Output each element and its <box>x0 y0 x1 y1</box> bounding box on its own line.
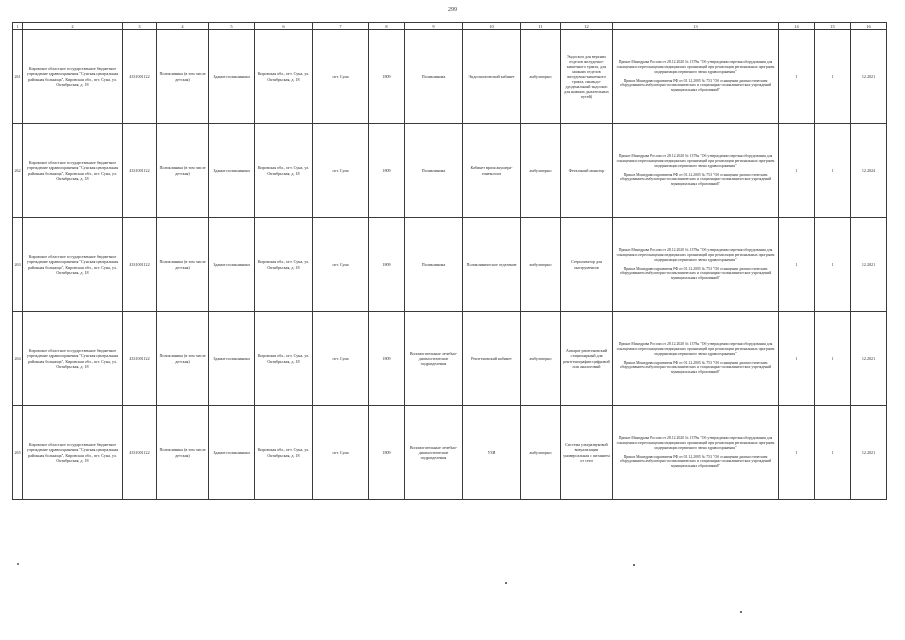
building-cell: Здание поликлиники <box>209 312 255 406</box>
column-number-row <box>13 23 887 30</box>
column-number: 1 <box>13 23 23 30</box>
care-type-cell: амбулаторно <box>521 406 561 500</box>
year-cell: 1809 <box>369 30 405 124</box>
care-type-cell: амбулаторно <box>521 30 561 124</box>
organization-cell: Кировское областное государственное бюджетное учреждение здравоохранения "Сунская центральная районная больница", Кировская обл., пгт. Суна, ул. Октябрьская, д. 18 <box>23 30 123 124</box>
legal-basis-cell <box>613 406 779 500</box>
room-cell: Кабинет врача акушера-гинеколога <box>463 124 521 218</box>
column-number: 13 <box>613 23 779 30</box>
legal-paragraph: Приказ Минздрава России от 28.12.2020 № 1379н "Об утверждении перечня оборудования для оснащения и переоснащения медицинских организаций при реализации региональных программ модернизации первичного звена здравоохранения" <box>616 59 775 74</box>
equipment-cell: Система ультразвуковой визуализации универсальная с питанием от сети <box>561 406 613 500</box>
column-number: 14 <box>779 23 815 30</box>
locality-cell: пгт. Суна <box>313 406 369 500</box>
quantity-cell: 1 <box>779 406 815 500</box>
building-cell: Здание поликлиники <box>209 406 255 500</box>
column-number: 9 <box>405 23 463 30</box>
quantity-cell: 1 <box>815 406 851 500</box>
page-number: 299 <box>448 7 457 13</box>
organization-cell: Кировское областное государственное бюджетное учреждение здравоохранения "Сунская центральная районная больница", Кировская обл., пгт. Суна, ул. Октябрьская, д. 18 <box>23 312 123 406</box>
organization-cell: Кировское областное государственное бюджетное учреждение здравоохранения "Сунская центральная районная больница", Кировская обл., пгт. Суна, ул. Октябрьская, д. 18 <box>23 218 123 312</box>
legal-basis-cell <box>613 312 779 406</box>
locality-cell: пгт. Суна <box>313 30 369 124</box>
date-cell: 12.2021 <box>851 312 887 406</box>
room-cell: УЗИ <box>463 406 521 500</box>
column-number: 11 <box>521 23 561 30</box>
care-type-cell: амбулаторно <box>521 312 561 406</box>
column-number: 3 <box>123 23 157 30</box>
quantity-cell: 1 <box>779 218 815 312</box>
table-row <box>13 312 887 406</box>
locality-cell: пгт. Суна <box>313 124 369 218</box>
address-cell: Кировская обл., пгт. Суна, ул. Октябрьская, д. 18 <box>255 30 313 124</box>
table-row <box>13 124 887 218</box>
quantity-cell: 1 <box>779 124 815 218</box>
table-row <box>13 30 887 124</box>
table-row <box>13 218 887 312</box>
division-cell: Поликлиника (в том числе детская) <box>157 218 209 312</box>
equipment-table <box>12 22 887 500</box>
table-row <box>13 406 887 500</box>
room-cell: Рентгеновский кабинет <box>463 312 521 406</box>
scan-speck <box>17 563 19 565</box>
date-cell: 12.2021 <box>851 218 887 312</box>
inn-cell: 4331001122 <box>123 124 157 218</box>
organization-cell: Кировское областное государственное бюджетное учреждение здравоохранения "Сунская центральная районная больница", Кировская обл., пгт. Суна, ул. Октябрьская, д. 18 <box>23 124 123 218</box>
unit-cell: Поликлиника <box>405 30 463 124</box>
column-number: 16 <box>851 23 887 30</box>
row-number: 264 <box>13 312 23 406</box>
quantity-cell: 1 <box>815 124 851 218</box>
column-number: 10 <box>463 23 521 30</box>
equipment-cell: Эндоскоп для верхних отделов желудочно-кишечного тракта, для нижних отделов желудочно-кишечного тракта, панэндо-дуоденальный эндоскоп для нижних дыхательных путей) <box>561 30 613 124</box>
legal-paragraph: Приказ Минздрава России от 28.12.2020 № 1379н "Об утверждении перечня оборудования для оснащения и переоснащения медицинских организаций при реализации региональных программ модернизации первичного звена здравоохранения" <box>616 247 775 262</box>
date-cell: 12.2021 <box>851 30 887 124</box>
legal-paragraph: Приказ Минздрава России от 28.12.2020 № 1379н "Об утверждении перечня оборудования для оснащения и переоснащения медицинских организаций при реализации региональных программ модернизации первичного звена здравоохранения" <box>616 153 775 168</box>
year-cell: 1809 <box>369 218 405 312</box>
building-cell: Здание поликлиники <box>209 30 255 124</box>
organization-cell: Кировское областное государственное бюджетное учреждение здравоохранения "Сунская центральная районная больница", Кировская обл., пгт. Суна, ул. Октябрьская, д. 18 <box>23 406 123 500</box>
inn-cell: 4331001122 <box>123 312 157 406</box>
column-number: 8 <box>369 23 405 30</box>
scan-speck <box>633 564 635 566</box>
inn-cell: 4331001122 <box>123 30 157 124</box>
equipment-cell: Стерилизатор для инструментов <box>561 218 613 312</box>
equipment-cell: Фетальный монитор <box>561 124 613 218</box>
row-number: 263 <box>13 218 23 312</box>
column-number: 5 <box>209 23 255 30</box>
legal-basis-cell <box>613 124 779 218</box>
unit-cell: Поликлиника <box>405 218 463 312</box>
division-cell: Поликлиника (в том числе детская) <box>157 406 209 500</box>
address-cell: Кировская обл., пгт. Суна, ул. Октябрьская, д. 18 <box>255 312 313 406</box>
year-cell: 1809 <box>369 406 405 500</box>
quantity-cell: 1 <box>815 218 851 312</box>
unit-cell: Поликлиника <box>405 124 463 218</box>
care-type-cell: амбулаторно <box>521 218 561 312</box>
building-cell: Здание поликлиники <box>209 218 255 312</box>
column-number: 6 <box>255 23 313 30</box>
legal-paragraph: Приказ Минздравсоцразвития РФ от 01.12.2005 № 753 "Об оснащении диагностическим оборудованием амбулаторно-поликлинических и стационарно-поликлинических учреждений муниципальных образований" <box>619 266 772 281</box>
inn-cell: 4331001122 <box>123 218 157 312</box>
column-number: 2 <box>23 23 123 30</box>
locality-cell: пгт. Суна <box>313 218 369 312</box>
quantity-cell: 1 <box>779 312 815 406</box>
date-cell: 12.2024 <box>851 124 887 218</box>
legal-basis-cell <box>613 218 779 312</box>
quantity-cell: 1 <box>815 312 851 406</box>
unit-cell: Вспомогательные лечебно-диагностические подразделения <box>405 312 463 406</box>
legal-paragraph: Приказ Минздравсоцразвития РФ от 01.12.2005 № 753 "Об оснащении диагностическим оборудованием амбулаторно-поликлинических и стационарно-поликлинических учреждений муниципальных образований" <box>619 172 772 187</box>
row-number: 262 <box>13 124 23 218</box>
column-number: 12 <box>561 23 613 30</box>
room-cell: Эндоскопический кабинет <box>463 30 521 124</box>
equipment-cell: Аппарат рентгеновский стационарный для рентгенографии цифровой или аналоговый <box>561 312 613 406</box>
locality-cell: пгт. Суна <box>313 312 369 406</box>
legal-paragraph: Приказ Минздравсоцразвития РФ от 01.12.2005 № 753 "Об оснащении диагностическим оборудованием амбулаторно-поликлинических и стационарно-поликлинических учреждений муниципальных образований" <box>619 78 772 93</box>
legal-basis-cell <box>613 30 779 124</box>
column-number: 4 <box>157 23 209 30</box>
row-number: 261 <box>13 30 23 124</box>
year-cell: 1809 <box>369 124 405 218</box>
division-cell: Поликлиника (в том числе детская) <box>157 312 209 406</box>
quantity-cell: 1 <box>815 30 851 124</box>
inn-cell: 4331001122 <box>123 406 157 500</box>
unit-cell: Вспомогательные лечебно-диагностические подразделения <box>405 406 463 500</box>
quantity-cell: 1 <box>779 30 815 124</box>
legal-paragraph: Приказ Минздравсоцразвития РФ от 01.12.2005 № 753 "Об оснащении диагностическим оборудованием амбулаторно-поликлинических и стационарно-поликлинических учреждений муниципальных образований" <box>619 454 772 469</box>
room-cell: Поликлиническое отделение <box>463 218 521 312</box>
division-cell: Поликлиника (в том числе детская) <box>157 124 209 218</box>
address-cell: Кировская обл., пгт. Суна, ул. Октябрьская, д. 18 <box>255 218 313 312</box>
column-number: 15 <box>815 23 851 30</box>
legal-paragraph: Приказ Минздравсоцразвития РФ от 01.12.2005 № 753 "Об оснащении диагностическим оборудованием амбулаторно-поликлинических и стационарно-поликлинических учреждений муниципальных образований" <box>619 360 772 375</box>
address-cell: Кировская обл., пгт. Суна, ул. Октябрьская, д. 18 <box>255 124 313 218</box>
address-cell: Кировская обл., пгт. Суна, ул. Октябрьская, д. 18 <box>255 406 313 500</box>
scan-speck <box>505 582 507 584</box>
care-type-cell: амбулаторно <box>521 124 561 218</box>
year-cell: 1809 <box>369 312 405 406</box>
date-cell: 12.2021 <box>851 406 887 500</box>
legal-paragraph: Приказ Минздрава России от 28.12.2020 № 1379н "Об утверждении перечня оборудования для оснащения и переоснащения медицинских организаций при реализации региональных программ модернизации первичного звена здравоохранения" <box>616 435 775 450</box>
scan-speck <box>740 611 742 613</box>
legal-paragraph: Приказ Минздрава России от 28.12.2020 № 1379н "Об утверждении перечня оборудования для оснащения и переоснащения медицинских организаций при реализации региональных программ модернизации первичного звена здравоохранения" <box>616 341 775 356</box>
building-cell: Здание поликлиники <box>209 124 255 218</box>
row-number: 265 <box>13 406 23 500</box>
division-cell: Поликлиника (в том числе детская) <box>157 30 209 124</box>
column-number: 7 <box>313 23 369 30</box>
